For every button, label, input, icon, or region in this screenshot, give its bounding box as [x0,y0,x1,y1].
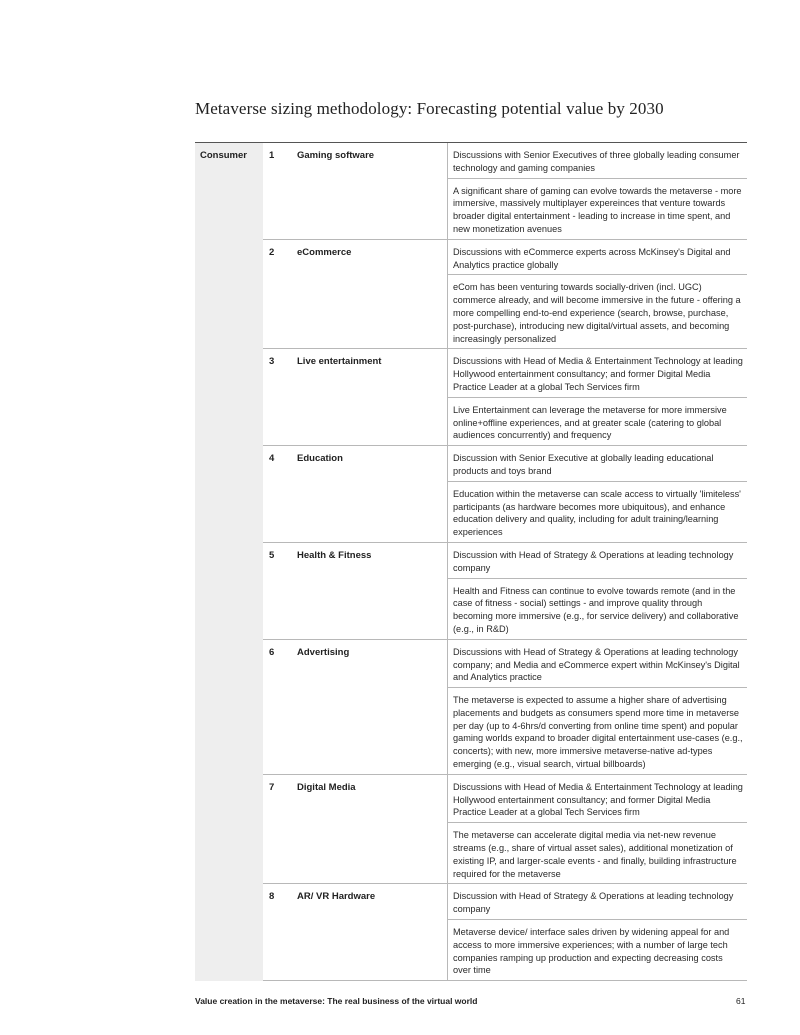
row-name: Digital Media [294,775,448,884]
row-source: Discussions with Senior Executives of three globally leading consumer technology and gaming companies [453,150,740,173]
row-number: 2 [269,246,275,258]
row-number: 4 [269,453,275,465]
row-source: Discussions with Head of Strategy & Operations at leading technology company; and Media and eCommerce expert within McKinsey's Digital and Analytics practice [453,646,740,683]
category-column [195,143,263,981]
table-row [263,143,747,240]
row-name: Health & Fitness [294,543,448,639]
row-source: Discussions with Head of Media & Entertainment Technology at leading Hollywood entertainment consultancy; and former Digital Media Practice Leader at a global Tech Services firm [453,781,743,818]
row-source: Discussions with Head of Media & Entertainment Technology at leading Hollywood entertainment consultancy; and former Digital Media Practice Leader at a global Tech Services firm [453,356,743,392]
row-descriptions [448,143,747,239]
row-source: Discussion with Head of Strategy & Operations at leading technology company [453,549,734,573]
row-name: Advertising [294,640,448,774]
row-name: Gaming software [294,143,448,239]
row-source: Discussion with Head of Strategy & Operations at leading technology company [453,891,734,915]
row-rationale: The metaverse is expected to assume a higher share of advertising placements and budgets as consumers spend more time in metaverse per day (up to 4-6hrs/d converting from online time spent) and popular gaming worlds expand to broader digital entertainment use-cases (e.g., concerts); with new, more immersive metaverse-native ad-types emerging (e.g., visual search, virtual billboards) [448,687,747,774]
row-number: 3 [269,356,275,368]
row-name: Live entertainment [294,349,448,445]
row-number: 5 [269,549,275,561]
table-row [263,240,747,350]
footer-page-number: 61 [736,996,746,1006]
row-rationale: eCom has been venturing towards socially-driven (incl. UGC) commerce already, and will become immersive in the future - offering a more compelling end-to-end experience (search, browse, purchase, post-purchase), introducing new digital/virtual assets, and becoming increasingly personalized [448,274,747,348]
footer-publication: Value creation in the metaverse: The real business of the virtual world [195,996,478,1006]
row-name: eCommerce [294,240,448,349]
table-row [263,640,747,775]
row-rationale: Health and Fitness can continue to evolve towards remote (and in the case of fitness - social) settings - and improve quality through becoming more immersive (e.g., for service delivery) and collaborative (e.g., in R&D) [448,578,747,639]
table-row [263,775,747,885]
row-name: AR/ VR Hardware [294,884,448,980]
table-row [263,543,747,640]
row-rationale: Education within the metaverse can scale access to virtually 'limiteless' participants (as hardware becomes more ubiquitous), and enhance education delivery and quality, including for adult training/learning experiences [448,481,747,542]
row-descriptions [448,775,747,884]
row-rationale: Live Entertainment can leverage the metaverse for more immersive online+offline experiences, and at greater scale (catering to global audiences concurrently) and frequency [448,397,747,445]
row-source: Discussion with Senior Executive at globally leading educational products and toys brand [453,453,714,476]
table-rows [263,143,747,981]
row-name: Education [294,446,448,542]
table-row [263,349,747,446]
row-number: 7 [269,781,275,793]
table-row [263,884,747,981]
row-descriptions [448,349,747,445]
row-descriptions [448,640,747,774]
row-descriptions [448,884,747,980]
row-rationale: The metaverse can accelerate digital media via net-new revenue streams (e.g., share of virtual asset sales), additional monetization of existing IP, and larger-scale events - and finally, building infrastructure required for the metaverse [448,822,747,883]
page-title: Metaverse sizing methodology: Forecasting potential value by 2030 [195,99,664,118]
row-source: Discussions with eCommerce experts across McKinsey's Digital and Analytics practice globally [453,246,731,270]
row-descriptions [448,543,747,639]
row-number: 6 [269,646,275,658]
row-descriptions [448,446,747,542]
row-number: 1 [269,150,275,161]
methodology-table [195,142,747,976]
row-descriptions [448,240,747,349]
row-rationale: Metaverse device/ interface sales driven by widening appeal for and access to more immersive experiences; with a number of large tech companies ramping up production and expecting decreasing costs over time [448,919,747,980]
row-rationale: A significant share of gaming can evolve towards the metaverse - more immersive, massively multiplayer expereinces that venture towards broader digital entertainment - leading to increase in time spent, and new monetization avenues [448,178,747,239]
table-row [263,446,747,543]
category-label: Consumer [200,150,247,161]
row-number: 8 [269,891,275,903]
